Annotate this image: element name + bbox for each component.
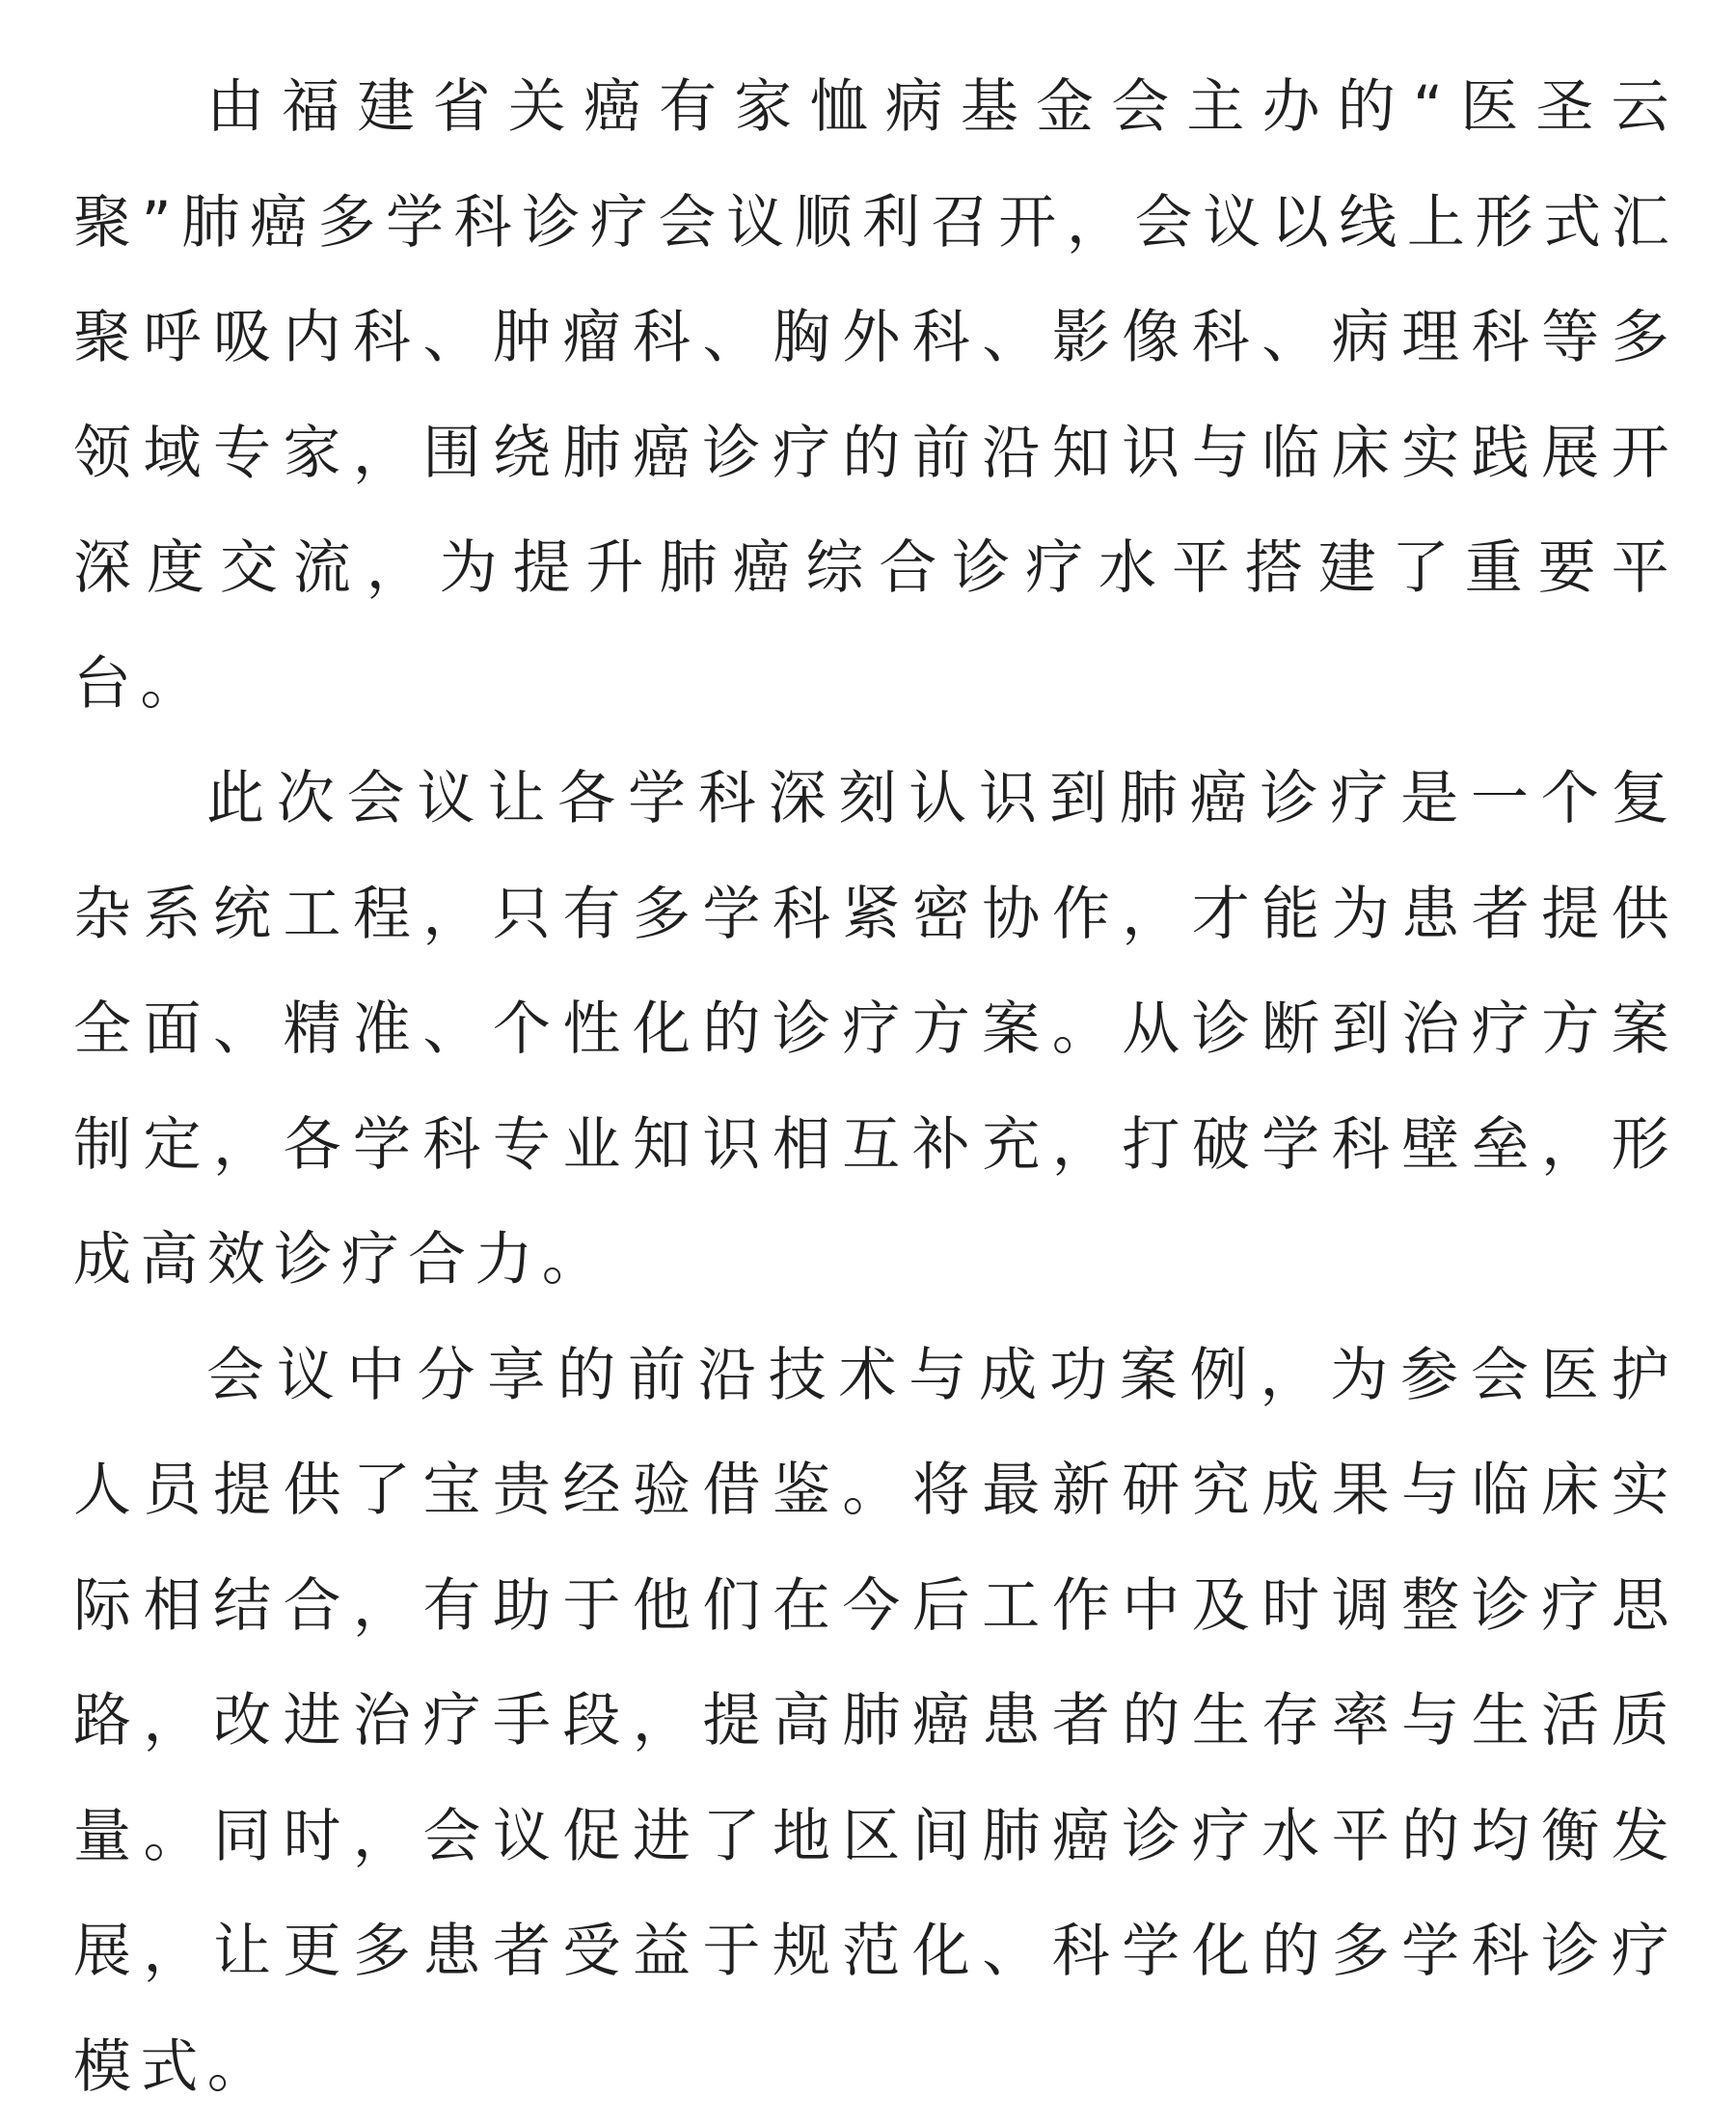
article-paragraph-1: 由福建省关癌有家恤病基金会主办的“医圣云聚”肺癌多学科诊疗会议顺利召开，会议以线上形式汇聚呼吸内科、肿瘤科、胸外科、影像科、病理科等多领域专家，围绕肺癌诊疗的前沿知识与临床实践展开深度交流，为提升肺癌综合诊疗水平搭建了重要平台。 — [73, 50, 1678, 742]
article-paragraph-3: 会议中分享的前沿技术与成功案例，为参会医护人员提供了宝贵经验借鉴。将最新研究成果与临床实际相结合，有助于他们在今后工作中及时调整诊疗思路，改进治疗手段，提高肺癌患者的生存率与生活质量。同时，会议促进了地区间肺癌诊疗水平的均衡发展，让更多患者受益于规范化、科学化的多学科诊疗模式。 — [73, 1319, 1678, 2125]
article-paragraph-2: 此次会议让各学科深刻认识到肺癌诊疗是一个复杂系统工程，只有多学科紧密协作，才能为患者提供全面、精准、个性化的诊疗方案。从诊断到治疗方案制定，各学科专业知识相互补充，打破学科壁垒，形成高效诊疗合力。 — [73, 742, 1678, 1319]
